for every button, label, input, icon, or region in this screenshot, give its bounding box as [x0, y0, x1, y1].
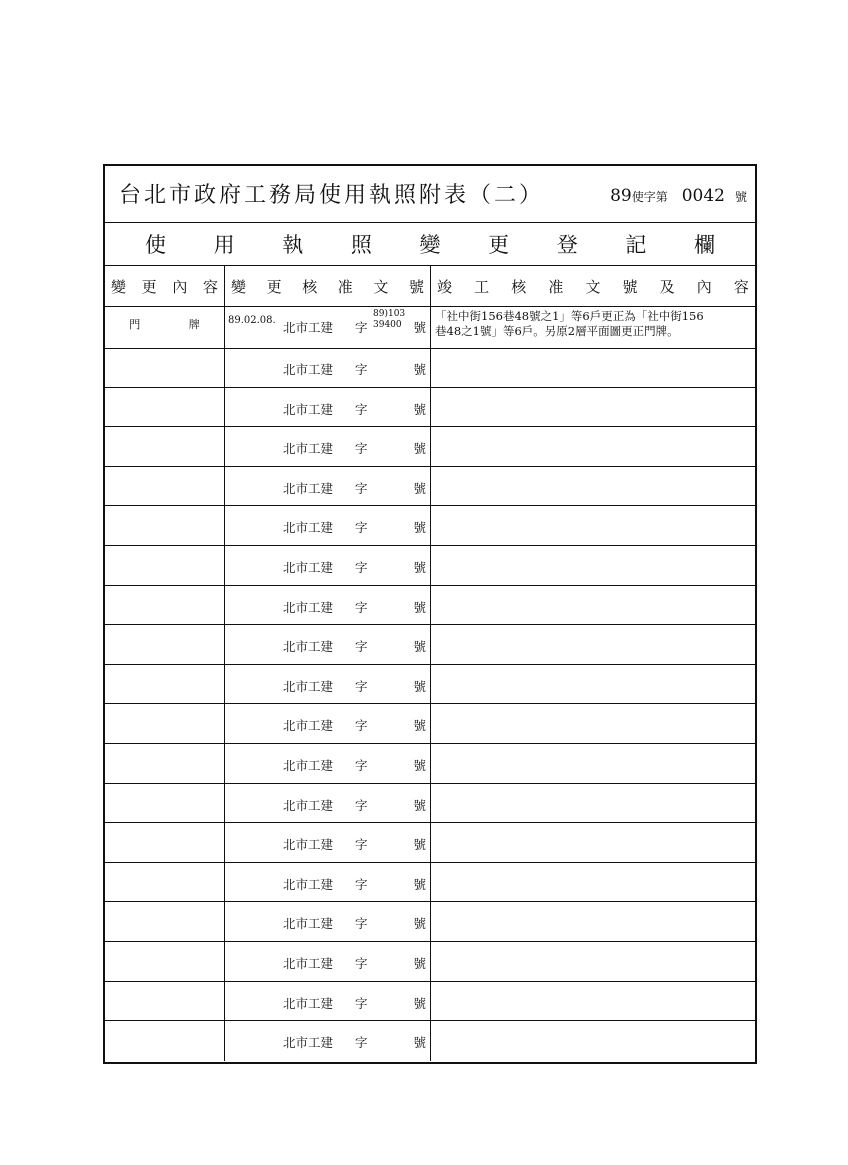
change-content-cell[interactable]	[105, 625, 225, 664]
approval-number-cell	[225, 625, 431, 664]
zi-label: 字	[355, 480, 368, 496]
change-content-cell[interactable]	[105, 388, 225, 427]
zi-label: 字	[355, 876, 368, 892]
hao-label: 號	[413, 599, 426, 615]
change-content-cell	[105, 306, 225, 348]
permit-number	[610, 186, 747, 206]
table-row	[105, 902, 755, 942]
header-char: 容	[733, 277, 749, 296]
header-char: 准	[337, 277, 353, 296]
item-char: 牌	[188, 318, 200, 331]
zi-label: 字	[355, 559, 368, 575]
header-completion-approval	[431, 266, 755, 306]
completion-content-cell[interactable]	[431, 744, 755, 783]
hao-label: 號	[413, 520, 426, 536]
change-content-cell[interactable]	[105, 506, 225, 545]
change-content-cell[interactable]	[105, 665, 225, 704]
header-char: 核	[511, 277, 527, 296]
hao-label: 號	[413, 401, 426, 417]
bureau-label: 北市工建	[283, 480, 334, 496]
zi-label: 字	[355, 441, 368, 457]
completion-content-cell[interactable]	[431, 506, 755, 545]
completion-content-cell[interactable]	[431, 942, 755, 981]
approval-number-cell	[225, 546, 431, 585]
change-content-cell[interactable]	[105, 348, 225, 387]
table-row	[105, 348, 755, 388]
form-title: 台北市政府工務局使用執照附表（二）	[119, 183, 545, 208]
content-line: 「社中街156巷48號之1」等6戶更正為「社中街156	[435, 309, 704, 323]
bureau-label: 北市工建	[283, 837, 334, 853]
header-change-approval-number	[225, 266, 431, 306]
hao-label: 號	[413, 995, 426, 1011]
item-char: 門	[129, 318, 141, 331]
zi-label: 字	[355, 362, 368, 377]
doc-number-line: 89)103	[373, 309, 406, 319]
change-content-cell[interactable]	[105, 784, 225, 823]
approval-number-cell	[225, 704, 431, 743]
change-content-cell[interactable]	[105, 1021, 225, 1061]
header-char: 更	[141, 277, 157, 296]
zi-label: 字	[355, 678, 368, 694]
hao-label: 號	[413, 1035, 426, 1051]
zi-label: 字	[355, 639, 368, 655]
hao-label: 號	[413, 320, 426, 335]
completion-content-cell[interactable]	[431, 863, 755, 902]
hao-label: 號	[413, 876, 426, 892]
change-content-cell[interactable]	[105, 982, 225, 1021]
bureau-label: 北市工建	[283, 1035, 334, 1051]
change-content-cell[interactable]	[105, 704, 225, 743]
completion-content-cell[interactable]	[431, 823, 755, 862]
bureau-label: 北市工建	[283, 916, 334, 932]
change-content-cell[interactable]	[105, 942, 225, 981]
approval-number-cell	[225, 388, 431, 427]
table-row	[105, 427, 755, 467]
approval-number-cell	[225, 982, 431, 1021]
table-row	[105, 586, 755, 626]
table-row	[105, 306, 755, 349]
approval-number-cell	[225, 902, 431, 941]
table-row	[105, 942, 755, 982]
title-bar	[105, 166, 755, 223]
bureau-label: 北市工建	[283, 559, 334, 575]
completion-content-cell[interactable]	[431, 586, 755, 625]
table-row	[105, 625, 755, 665]
bureau-label: 北市工建	[283, 995, 334, 1011]
hao-label: 號	[413, 559, 426, 575]
table-row	[105, 784, 755, 824]
header-char: 號	[408, 277, 424, 296]
completion-content-cell	[431, 306, 755, 348]
hao-label: 號	[413, 480, 426, 496]
hao-label: 號	[413, 718, 426, 734]
hao-label: 號	[413, 837, 426, 853]
completion-content-cell[interactable]	[431, 784, 755, 823]
bureau-label: 北市工建	[283, 797, 334, 813]
completion-content-cell[interactable]	[431, 704, 755, 743]
section-title-char: 照	[350, 232, 372, 257]
completion-content-cell[interactable]	[431, 665, 755, 704]
document-number	[373, 309, 405, 331]
zi-label: 字	[355, 757, 368, 773]
approval-number-cell	[225, 744, 431, 783]
completion-content-cell[interactable]	[431, 467, 755, 506]
bureau-label: 北市工建	[283, 599, 334, 615]
header-char: 文	[373, 277, 389, 296]
hao-label: 號	[413, 678, 426, 694]
zi-label: 字	[355, 320, 368, 335]
column-headers	[105, 266, 755, 307]
section-title-char: 更	[488, 232, 510, 257]
approval-number-cell	[225, 863, 431, 902]
zi-label: 字	[355, 797, 368, 813]
completion-content-cell[interactable]	[431, 388, 755, 427]
bureau-label: 北市工建	[283, 876, 334, 892]
zi-label: 字	[355, 718, 368, 734]
header-char: 文	[585, 277, 601, 296]
permit-no: 0042	[681, 186, 725, 206]
zi-label: 字	[355, 955, 368, 971]
section-heading	[105, 222, 755, 266]
change-content-cell[interactable]	[105, 744, 225, 783]
header-char: 內	[172, 277, 188, 296]
hao-label: 號	[413, 916, 426, 932]
approval-number-cell	[225, 1021, 431, 1061]
completion-content-cell[interactable]	[431, 625, 755, 664]
header-char: 變	[231, 277, 247, 296]
header-char: 變	[111, 277, 127, 296]
header-change-content	[105, 266, 225, 306]
blank-rows	[105, 348, 755, 1062]
header-char: 更	[266, 277, 282, 296]
header-char: 准	[548, 277, 564, 296]
zi-label: 字	[355, 837, 368, 853]
permit-change-form	[103, 164, 757, 1064]
header-char: 內	[696, 277, 712, 296]
zi-label: 字	[355, 599, 368, 615]
completion-content-cell[interactable]	[431, 982, 755, 1021]
completion-content-cell[interactable]	[431, 902, 755, 941]
change-content-cell[interactable]	[105, 467, 225, 506]
approval-number-cell	[225, 427, 431, 466]
table-row	[105, 506, 755, 546]
change-content-cell[interactable]	[105, 902, 225, 941]
change-content-cell[interactable]	[105, 863, 225, 902]
approval-number-cell	[225, 942, 431, 981]
section-title-char: 欄	[694, 232, 715, 257]
zi-label: 字	[355, 401, 368, 417]
bureau-label: 北市工建	[283, 320, 334, 335]
section-title-char: 記	[625, 232, 647, 257]
table-row	[105, 823, 755, 863]
header-char: 號	[622, 277, 638, 296]
doc-number-line: 39400	[373, 320, 402, 330]
header-char: 竣	[437, 277, 453, 296]
hao-label: 號	[413, 362, 426, 377]
change-content-cell[interactable]	[105, 823, 225, 862]
permit-prefix: 使字第	[631, 190, 668, 204]
bureau-label: 北市工建	[283, 520, 334, 536]
table-row	[105, 982, 755, 1022]
zi-label: 字	[355, 995, 368, 1011]
section-title-char: 變	[419, 232, 441, 257]
completion-content-cell[interactable]	[431, 348, 755, 387]
table-row	[105, 388, 755, 428]
approval-number-cell	[225, 823, 431, 862]
bureau-label: 北市工建	[283, 441, 334, 457]
change-content-cell[interactable]	[105, 546, 225, 585]
permit-year: 89	[610, 186, 632, 206]
change-content-cell[interactable]	[105, 586, 225, 625]
zi-label: 字	[355, 1035, 368, 1051]
table-row	[105, 744, 755, 784]
table-row	[105, 665, 755, 705]
header-char: 及	[659, 277, 675, 296]
bureau-label: 北市工建	[283, 757, 334, 773]
table-row	[105, 1021, 755, 1061]
zi-label: 字	[355, 916, 368, 932]
bureau-label: 北市工建	[283, 401, 334, 417]
approval-number-cell	[225, 348, 431, 387]
section-title-char: 使	[145, 232, 166, 257]
bureau-label: 北市工建	[283, 955, 334, 971]
completion-content-cell[interactable]	[431, 427, 755, 466]
bureau-label: 北市工建	[283, 718, 334, 734]
hao-label: 號	[413, 955, 426, 971]
change-content-cell[interactable]	[105, 427, 225, 466]
table-row	[105, 467, 755, 507]
section-title-char: 用	[213, 232, 235, 257]
header-char: 容	[202, 277, 218, 296]
section-title-char: 登	[556, 232, 578, 257]
approval-number-cell	[225, 586, 431, 625]
header-char: 工	[474, 277, 490, 296]
table-row	[105, 863, 755, 903]
approval-number-cell	[225, 467, 431, 506]
table-row	[105, 704, 755, 744]
approval-number-cell	[225, 306, 431, 348]
hao-label: 號	[413, 797, 426, 813]
bureau-label: 北市工建	[283, 678, 334, 694]
table-row	[105, 546, 755, 586]
completion-content-cell[interactable]	[431, 546, 755, 585]
zi-label: 字	[355, 520, 368, 536]
approval-number-cell	[225, 506, 431, 545]
approval-number-cell	[225, 665, 431, 704]
approval-date: 89.02.08.	[228, 315, 276, 326]
completion-content-cell[interactable]	[431, 1021, 755, 1061]
content-line: 巷48之1號」等6戶。另原2層平面圖更正門牌。	[435, 324, 679, 338]
header-char: 核	[302, 277, 318, 296]
bureau-label: 北市工建	[283, 639, 334, 655]
approval-number-cell	[225, 784, 431, 823]
permit-suffix: 號	[734, 190, 747, 204]
hao-label: 號	[413, 757, 426, 773]
hao-label: 號	[413, 639, 426, 655]
section-title-char: 執	[282, 232, 304, 257]
bureau-label: 北市工建	[283, 362, 334, 377]
hao-label: 號	[413, 441, 426, 457]
